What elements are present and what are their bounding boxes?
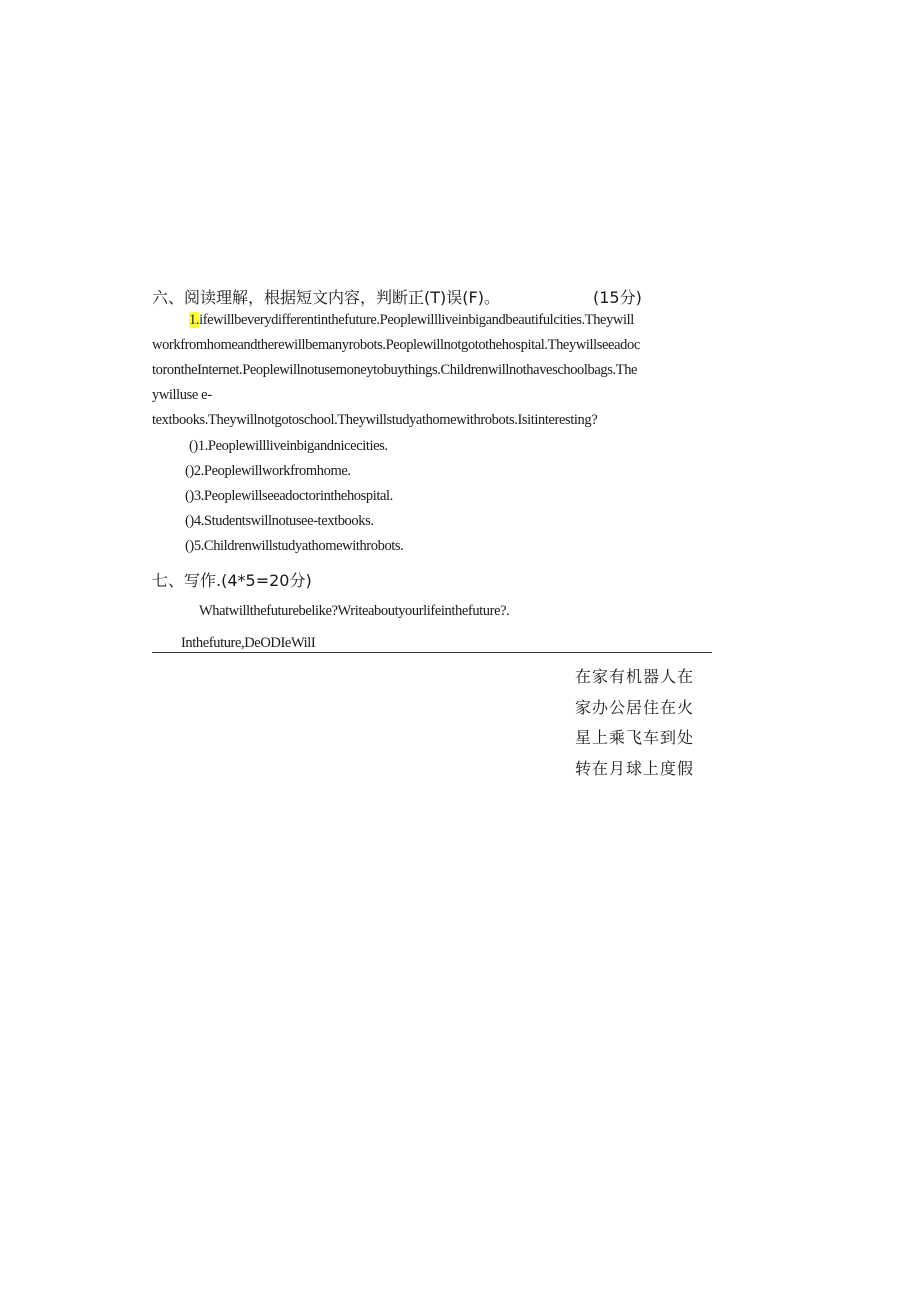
question-2: ()2.Peoplewillworkfromhome.: [185, 463, 351, 479]
passage-line-5: textbooks.Theywillnotgotoschool.Theywillstudyathomewithrobots.Isitinteresting?: [152, 412, 598, 428]
section6-score: [593, 285, 642, 308]
section6-heading: [152, 285, 500, 308]
question-1: ()1.Peoplewillliveinbigandnicecities.: [189, 438, 388, 454]
section6-title: 六、阅读理解，根据短文内容，判断正(T)误(F)。: [152, 288, 500, 307]
hint-line-2: 家办公居住在火: [575, 697, 695, 717]
passage-line-3: torontheInternet.Peoplewillnotusemoneytobuythings.Childrenwillnothaveschoolbags.The: [152, 362, 638, 378]
passage-number: 1.: [189, 312, 200, 328]
writing-prompt: Whatwillthefuturebelike?Writeaboutyourlifeinthefuture?.: [199, 603, 510, 619]
passage-line-1-text: ifewillbeverydifferentinthefuture.Peoplewillliveinbigandbeautifulcities.Theywill: [199, 312, 634, 328]
passage-line-1: [189, 312, 634, 329]
hint-line-3: 星上乘飞车到处: [575, 728, 695, 747]
hint-line-1: 在家有机器人在: [575, 667, 695, 686]
question-3: ()3.Peoplewillseeadoctorinthehospital.: [185, 488, 393, 504]
answer-underline: [152, 652, 712, 653]
section6-score-text: (15分): [593, 288, 642, 307]
question-4: ()4.Studentswillnotusee-textbooks.: [185, 513, 374, 529]
passage-line-4: ywilluse e-: [152, 387, 212, 403]
writing-hints: [575, 662, 700, 784]
question-5: ()5.Childrenwillstudyathomewithrobots.: [185, 538, 404, 554]
hint-line-4: 转在月球上度假: [575, 758, 695, 778]
section7-heading: 七、写作.(4*5=20分): [152, 571, 312, 590]
writing-starter: Inthefuture,DeODIeWilI: [181, 635, 316, 651]
passage-line-2: workfromhomeandtherewillbemanyrobots.Peoplewillnotgotothehospital.Theywillseeadoc: [152, 337, 640, 353]
